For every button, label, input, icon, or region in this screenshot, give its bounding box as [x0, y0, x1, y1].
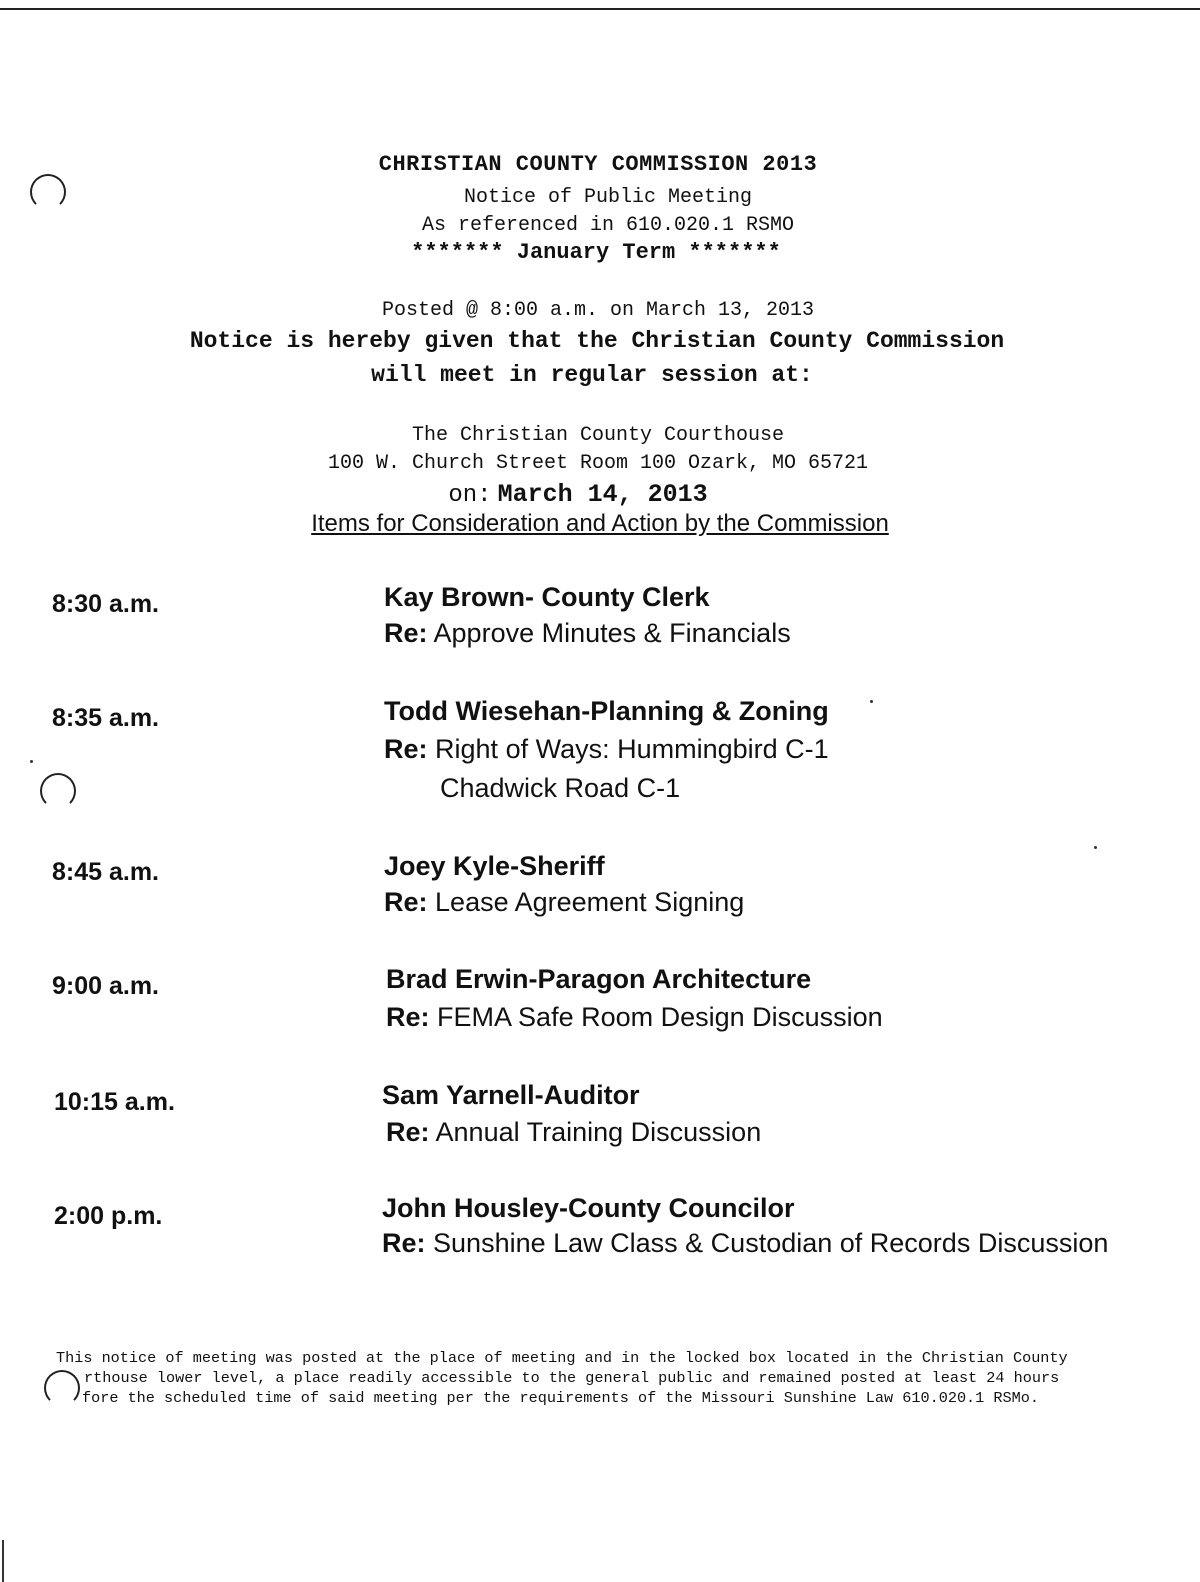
agenda-presenter: Brad Erwin-Paragon Architecture	[386, 964, 812, 994]
agenda-presenter: Todd Wiesehan-Planning & Zoning	[384, 696, 829, 726]
left-edge-mark	[2, 1540, 4, 1582]
meeting-date: March 14, 2013	[497, 480, 708, 509]
agenda-topic	[384, 618, 791, 649]
agenda-time: 8:35 a.m.	[52, 704, 160, 732]
document-title: CHRISTIAN COUNTY COMMISSION 2013	[378, 152, 818, 177]
agenda-presenter: Kay Brown- County Clerk	[384, 582, 710, 612]
re-label: Re:	[384, 734, 428, 764]
meeting-address: 100 W. Church Street Room 100 Ozark, MO 65721	[327, 452, 869, 475]
agenda-topic-text: Annual Training Discussion	[435, 1117, 762, 1147]
footnote-line: fore the scheduled time of said meeting per the requirements of the Missouri Sunshine Law 610.020.1 RSMo.	[82, 1389, 1039, 1407]
document-subtitle: Notice of Public Meeting	[463, 186, 753, 209]
agenda-topic	[382, 1228, 1108, 1259]
scan-speck	[870, 700, 873, 703]
posted-timestamp: Posted @ 8:00 a.m. on March 13, 2013	[381, 299, 815, 322]
agenda-topic	[384, 734, 829, 765]
agenda-topic-line2: Chadwick Road C-1	[440, 773, 681, 803]
meeting-date-line	[0, 480, 1178, 509]
meeting-place: The Christian County Courthouse	[411, 424, 785, 447]
term-banner: ******* January Term *******	[411, 240, 781, 265]
agenda-presenter: Sam Yarnell-Auditor	[382, 1080, 640, 1110]
agenda-time: 9:00 a.m.	[52, 972, 160, 1000]
re-label: Re:	[382, 1228, 426, 1258]
agenda-topic-text: Right of Ways: Hummingbird C-1	[435, 734, 829, 764]
re-label: Re:	[384, 887, 428, 917]
on-label: on:	[448, 482, 492, 509]
agenda-time: 10:15 a.m.	[54, 1088, 175, 1116]
posting-footnote	[56, 1348, 1146, 1408]
notice-statement-line1: Notice is hereby given that the Christian County Commission	[189, 328, 1005, 354]
top-border-line	[0, 8, 1200, 10]
scan-speck	[1094, 846, 1097, 849]
agenda-time: 8:30 a.m.	[52, 590, 160, 618]
punch-hole-middle	[40, 773, 76, 809]
agenda-topic-text: Sunshine Law Class & Custodian of Records Discussion	[433, 1228, 1109, 1258]
re-label: Re:	[386, 1117, 430, 1147]
statute-reference: As referenced in 610.020.1 RSMO	[421, 214, 795, 237]
agenda-topic	[386, 1117, 761, 1148]
items-heading: Items for Consideration and Action by the Commission	[311, 510, 889, 537]
agenda-topic	[384, 887, 744, 918]
scan-speck	[30, 760, 33, 763]
agenda-topic-text: FEMA Safe Room Design Discussion	[437, 1002, 883, 1032]
re-label: Re:	[384, 618, 428, 648]
notice-statement-line2: will meet in regular session at:	[371, 362, 813, 388]
agenda-topic	[386, 1002, 883, 1033]
footnote-line: This notice of meeting was posted at the place of meeting and in the locked box located in the Christian County	[56, 1349, 1068, 1367]
agenda-topic-text: Lease Agreement Signing	[435, 887, 745, 917]
footnote-line: rthouse lower level, a place readily accessible to the general public and remained posted at least 24 hours	[84, 1369, 1060, 1387]
agenda-time: 2:00 p.m.	[54, 1202, 163, 1230]
agenda-presenter: Joey Kyle-Sheriff	[384, 851, 605, 881]
agenda-presenter: John Housley-County Councilor	[382, 1193, 795, 1223]
agenda-topic-text: Approve Minutes & Financials	[433, 618, 791, 648]
agenda-time: 8:45 a.m.	[52, 858, 160, 886]
re-label: Re:	[386, 1002, 430, 1032]
